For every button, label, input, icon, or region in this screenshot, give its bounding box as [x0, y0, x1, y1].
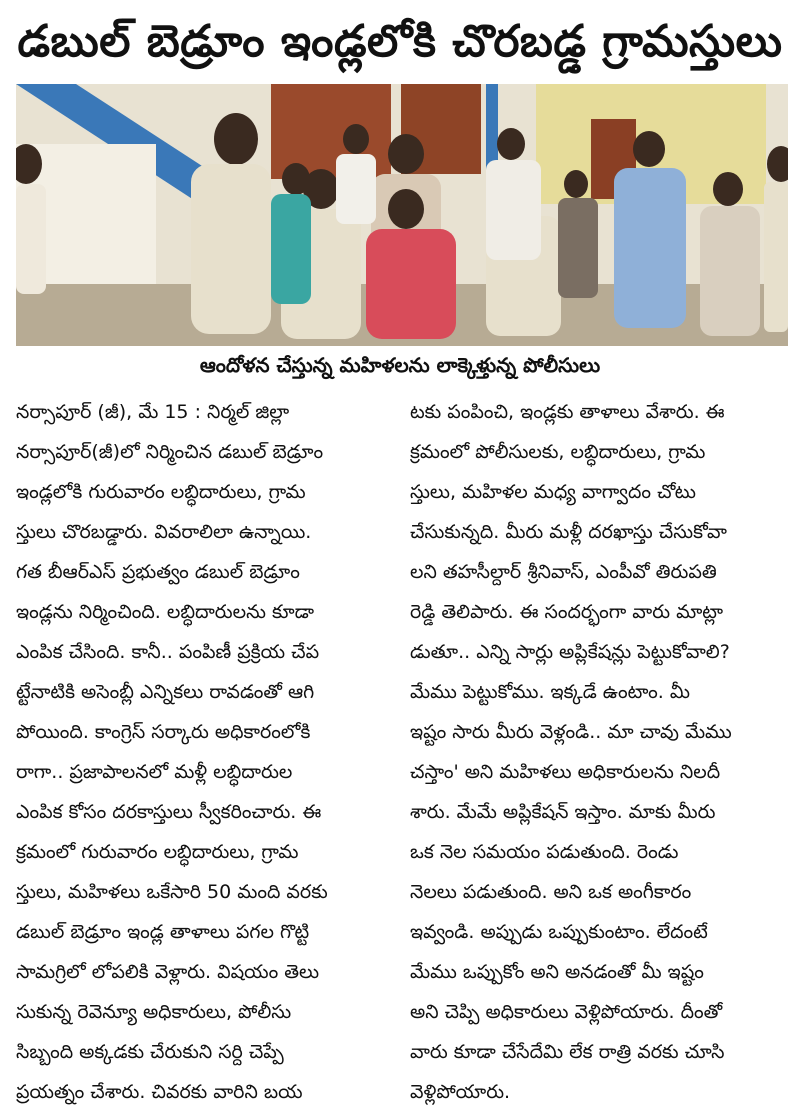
article-line: ఎంపిక కోసం దరకాస్తులు స్వీకరించారు. ఈ — [16, 801, 322, 823]
article-line: సామగ్రిలో లోపలికి వెళ్లారు. విషయం తెలు — [16, 961, 320, 983]
article-line: లని తహసీల్దార్ శ్రీనివాస్, ఎంపీవో తిరుపతి — [410, 561, 717, 583]
article-line: ఇండ్లలోకి గురువారం లబ్ధిదారులు, గ్రామ — [16, 481, 306, 503]
article-line: స్తులు చొరబడ్డారు. వివరాలిలా ఉన్నాయి. — [16, 521, 312, 543]
article-line: ఇవ్వండి. అప్పుడు ఒప్పుకుంటాం. లేదంటే — [410, 921, 708, 943]
article-line: అని చెప్పి అధికారులు వెళ్లిపోయారు. దీంతో — [410, 1001, 723, 1023]
article-line: నర్సాపూర్(జీ)లో నిర్మించిన డబుల్ బెడ్రూం — [16, 441, 324, 463]
article-line: ఇష్టం సారు మీరు వెళ్లండి.. మా చావు మేము — [410, 721, 732, 743]
article-line: నర్సాపూర్ (జీ), మే 15 : నిర్మల్ జిల్లా — [16, 401, 290, 423]
article-left-column — [16, 392, 398, 1112]
article-line: రెడ్డి తెలిపారు. ఈ సందర్భంగా వారు మాట్లా — [410, 601, 724, 623]
article-line: రాగా.. ప్రజాపాలనలో మళ్లీ లబ్ధిదారుల — [16, 761, 293, 783]
photo-caption: ఆందోళన చేస్తున్న మహిళలను లాక్కెళ్తున్న పోలీసులు — [199, 353, 601, 377]
article-line: వారు కూడా చేసేదేమి లేక రాత్రి వరకు చూసి — [410, 1041, 725, 1063]
article-line: మేము పెట్టుకోము. ఇక్కడే ఉంటాం. మీ — [410, 681, 690, 703]
article-line: ఇండ్లను నిర్మించింది. లబ్ధిదారులను కూడా — [16, 601, 315, 623]
article-line: సుకున్న రెవెన్యూ అధికారులు, పోలీసు — [16, 1001, 292, 1023]
article-line: క్రమంలో గురువారం లబ్ధిదారులు, గ్రామ — [16, 841, 299, 863]
article-line: సిబ్బంది అక్కడకు చేరుకుని సర్ది చెప్పే — [16, 1041, 284, 1063]
headline: డబుల్ బెడ్రూం ఇండ్లలోకి చొరబడ్డ గ్రామస్తులు — [17, 16, 783, 67]
article-line: టకు పంపించి, ఇండ్లకు తాళాలు వేశారు. ఈ — [410, 401, 725, 423]
news-photo — [16, 84, 788, 346]
article-line: స్తులు, మహిళల మధ్య వాగ్వాదం చోటు — [410, 481, 696, 503]
article-line: ఒక నెల సమయం పడుతుంది. రెండు — [410, 841, 679, 863]
article-line: స్తులు, మహిళలు ఒకేసారి 50 మంది వరకు — [16, 881, 328, 903]
article-line: గత బీఆర్ఎస్ ప్రభుత్వం డబుల్ బెడ్రూం — [16, 561, 300, 583]
article-line: నెలలు పడుతుంది. అని ఒక అంగీకారం — [410, 881, 692, 903]
article-line: పోయింది. కాంగ్రెస్ సర్కారు అధికారంలోకి — [16, 721, 311, 743]
article-line: డబుల్ బెడ్రూం ఇండ్ల తాళాలు పగల గొట్టి — [16, 921, 310, 943]
article-line: చేసుకున్నది. మీరు మళ్లీ దరఖాస్తు చేసుకోవా — [410, 521, 727, 543]
article-line: ట్టేనాటికి అసెంబ్లీ ఎన్నికలు రావడంతో ఆగి — [16, 681, 315, 703]
article-line: ప్రయత్నం చేశారు. చివరకు వారిని బయ — [16, 1081, 303, 1103]
article-line: శారు. మేమే అప్లికేషన్ ఇస్తాం. మాకు మీరు — [410, 801, 716, 823]
article-line: చస్తాం' అని మహిళలు అధికారులను నిలదీ — [410, 761, 721, 783]
article-line: డుతూ.. ఎన్ని సార్లు అప్లికేషన్లు పెట్టుకోవాలి? — [410, 641, 730, 663]
article-right-column — [410, 392, 792, 1112]
article-line: ఎంపిక చేసింది. కానీ.. పంపిణీ ప్రక్రియ చేప — [16, 641, 320, 663]
article-line: క్రమంలో పోలీసులకు, లబ్ధిదారులు, గ్రామ — [410, 441, 706, 463]
article-line: మేము ఒప్పుకోం అని అనడంతో మీ ఇష్టం — [410, 961, 704, 983]
article-line: వెళ్లిపోయారు. — [410, 1081, 511, 1103]
